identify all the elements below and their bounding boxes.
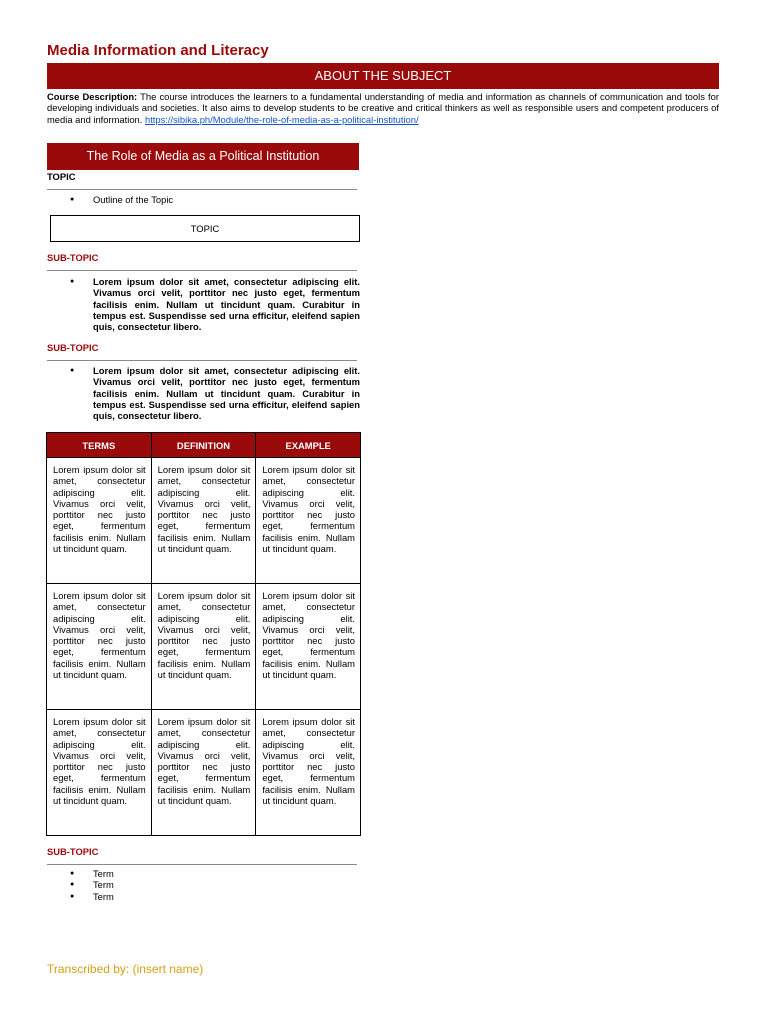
subtopic-heading: SUB-TOPIC: [47, 846, 99, 857]
course-description-text: The course introduces the learners to a fundamental understanding of media and information as channels of communication and tools for developing individuals and societies. It also aims to develop students to be creative and critical thinkers as well as responsible users and competent producers of media and information.: [47, 91, 719, 125]
term-list: [47, 868, 360, 902]
subtopic-divider: [47, 864, 357, 865]
course-description-label: Course Description:: [47, 91, 138, 102]
table-cell: Lorem ipsum dolor sit amet, consectetur adipiscing elit. Vivamus orci velit, porttitor nec justo eget, fermentum facilisis enim. Nullam ut tincidunt quam.: [256, 710, 361, 836]
topic-divider: [47, 189, 357, 190]
topic-outline-list: [47, 194, 360, 205]
about-subject-banner: ABOUT THE SUBJECT: [47, 63, 719, 89]
table-cell: Lorem ipsum dolor sit amet, consectetur adipiscing elit. Vivamus orci velit, porttitor nec justo eget, fermentum facilisis enim. Nullam ut tincidunt quam.: [151, 710, 256, 836]
list-item: ● Outline of the Topic: [47, 194, 360, 205]
column-header-definition: DEFINITION: [151, 433, 256, 458]
table-cell: Lorem ipsum dolor sit amet, consectetur adipiscing elit. Vivamus orci velit, porttitor nec justo eget, fermentum facilisis enim. Nullam ut tincidunt quam.: [47, 710, 152, 836]
subtopic-heading: SUB-TOPIC: [47, 342, 99, 353]
table-cell: Lorem ipsum dolor sit amet, consectetur adipiscing elit. Vivamus orci velit, porttitor nec justo eget, fermentum facilisis enim. Nullam ut tincidunt quam.: [151, 458, 256, 584]
table-cell: Lorem ipsum dolor sit amet, consectetur adipiscing elit. Vivamus orci velit, porttitor nec justo eget, fermentum facilisis enim. Nullam ut tincidunt quam.: [47, 584, 152, 710]
column-header-example: EXAMPLE: [256, 433, 361, 458]
table-cell: Lorem ipsum dolor sit amet, consectetur adipiscing elit. Vivamus orci velit, porttitor nec justo eget, fermentum facilisis enim. Nullam ut tincidunt quam.: [256, 458, 361, 584]
list-item: ● Term: [47, 868, 360, 879]
subtopic-list: [47, 365, 360, 421]
topic-heading: TOPIC: [47, 171, 76, 182]
subtopic-divider: [47, 270, 357, 271]
module-link[interactable]: https://sibika.ph/Module/the-role-of-media-as-a-political-institution/: [144, 113, 419, 125]
course-description: [47, 91, 719, 125]
table-row: [47, 458, 361, 584]
document-title: Media Information and Literacy: [47, 42, 269, 59]
terms-table: [46, 432, 361, 836]
section-banner: The Role of Media as a Political Institution: [47, 143, 359, 170]
list-item: ● Lorem ipsum dolor sit amet, consectetur adipiscing elit. Vivamus orci velit, porttitor nec justo eget, fermentum facilisis enim. Nullam ut tincidunt quam. Curabitur in tempus est. Suspendisse sed urna efficitur, eleifend sapien quis, consectetur libero.: [47, 276, 360, 332]
transcribed-by: Transcribed by: (insert name): [47, 962, 204, 976]
table-cell: Lorem ipsum dolor sit amet, consectetur adipiscing elit. Vivamus orci velit, porttitor nec justo eget, fermentum facilisis enim. Nullam ut tincidunt quam.: [151, 584, 256, 710]
table-cell: Lorem ipsum dolor sit amet, consectetur adipiscing elit. Vivamus orci velit, porttitor nec justo eget, fermentum facilisis enim. Nullam ut tincidunt quam.: [256, 584, 361, 710]
table-row: [47, 584, 361, 710]
column-header-terms: TERMS: [47, 433, 152, 458]
table-header-row: [47, 433, 361, 458]
subtopic-heading: SUB-TOPIC: [47, 252, 99, 263]
list-item: ● Lorem ipsum dolor sit amet, consectetur adipiscing elit. Vivamus orci velit, porttitor nec justo eget, fermentum facilisis enim. Nullam ut tincidunt quam. Curabitur in tempus est. Suspendisse sed urna efficitur, eleifend sapien quis, consectetur libero.: [47, 365, 360, 421]
subtopic-divider: [47, 360, 357, 361]
table-cell: Lorem ipsum dolor sit amet, consectetur adipiscing elit. Vivamus orci velit, porttitor nec justo eget, fermentum facilisis enim. Nullam ut tincidunt quam.: [47, 458, 152, 584]
list-item: ● Term: [47, 891, 360, 902]
topic-box: TOPIC: [50, 215, 360, 242]
list-item: ● Term: [47, 879, 360, 890]
table-row: [47, 710, 361, 836]
subtopic-list: [47, 276, 360, 332]
